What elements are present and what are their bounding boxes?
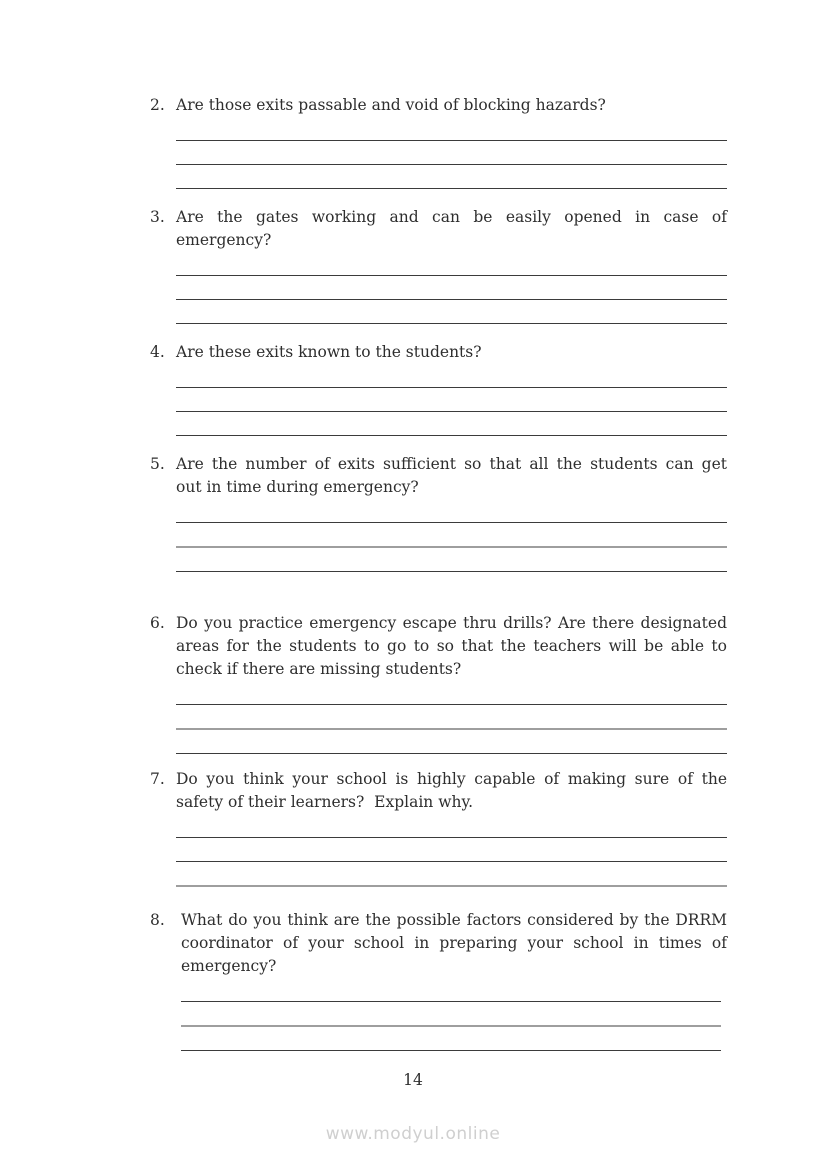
question-text-line: emergency? — [176, 231, 272, 249]
question-number: 5. — [150, 455, 165, 473]
question-text-line: Are these exits known to the students? — [176, 343, 482, 361]
answer-blank-line — [176, 364, 727, 388]
question-row — [150, 909, 727, 978]
question-text — [176, 94, 727, 117]
question-number: 7. — [150, 770, 165, 788]
question-row — [150, 341, 727, 364]
question-row — [150, 206, 727, 252]
question-text-line: What do you think are the possible factors considered by the DRRM — [181, 911, 727, 929]
question-text-line: Are the gates working and can be easily opened in case of — [176, 208, 727, 226]
question-row — [150, 768, 727, 814]
question-text — [176, 341, 727, 364]
question-item — [150, 768, 727, 887]
answer-blank-line — [176, 499, 727, 523]
watermark: www.modyul.online — [325, 1124, 501, 1144]
question-text-line: safety of their learners? Explain why. — [176, 793, 474, 811]
answer-blank-line — [176, 276, 727, 300]
question-text-line: Are those exits passable and void of blocking hazards? — [176, 96, 606, 114]
answer-lines — [176, 499, 727, 572]
answer-lines — [176, 117, 727, 189]
answer-blank-line — [181, 1002, 721, 1027]
question-number: 3. — [150, 208, 165, 226]
answer-lines — [181, 978, 721, 1051]
question-text-line: emergency? — [181, 957, 277, 975]
question-row — [150, 94, 727, 117]
answer-lines — [176, 364, 727, 436]
answer-blank-line — [176, 862, 727, 887]
question-row — [150, 453, 727, 499]
question-text-line: Do you practice emergency escape thru drills? Are there designated — [176, 614, 727, 632]
question-text-line: out in time during emergency? — [176, 478, 419, 496]
answer-blank-line — [176, 548, 727, 572]
question-number: 2. — [150, 96, 165, 114]
answer-blank-line — [176, 141, 727, 165]
answer-blank-line — [176, 523, 727, 548]
question-number: 6. — [150, 614, 165, 632]
answer-blank-line — [176, 300, 727, 324]
question-text-line: Are the number of exits sufficient so that all the students can get — [176, 455, 727, 473]
answer-blank-line — [181, 1027, 721, 1051]
question-row — [150, 612, 727, 681]
question-number: 8. — [150, 911, 165, 929]
answer-lines — [176, 681, 727, 754]
question-text — [181, 909, 727, 978]
question-text — [176, 453, 727, 499]
answer-blank-line — [176, 165, 727, 189]
page-number: 14 — [403, 1071, 423, 1089]
answer-blank-line — [176, 838, 727, 862]
answer-blank-line — [176, 388, 727, 412]
question-text-line: coordinator of your school in preparing your school in times of — [181, 934, 727, 952]
answer-blank-line — [176, 705, 727, 730]
answer-blank-line — [176, 681, 727, 705]
question-item — [150, 612, 727, 754]
question-text — [176, 206, 727, 252]
question-item — [150, 453, 727, 572]
answer-blank-line — [176, 412, 727, 436]
question-item — [150, 341, 727, 436]
question-item — [150, 909, 727, 1051]
question-text-line: areas for the students to go to so that the teachers will be able to — [176, 637, 727, 655]
answer-blank-line — [176, 730, 727, 754]
answer-blank-line — [176, 117, 727, 141]
answer-blank-line — [176, 252, 727, 276]
answer-blank-line — [181, 978, 721, 1002]
question-text-line: Do you think your school is highly capable of making sure of the — [176, 770, 727, 788]
question-item — [150, 206, 727, 324]
question-item — [150, 94, 727, 189]
question-number: 4. — [150, 343, 165, 361]
question-text — [176, 768, 727, 814]
answer-blank-line — [176, 814, 727, 838]
question-text-line: check if there are missing students? — [176, 660, 462, 678]
question-text — [176, 612, 727, 681]
answer-lines — [176, 814, 727, 887]
answer-lines — [176, 252, 727, 324]
